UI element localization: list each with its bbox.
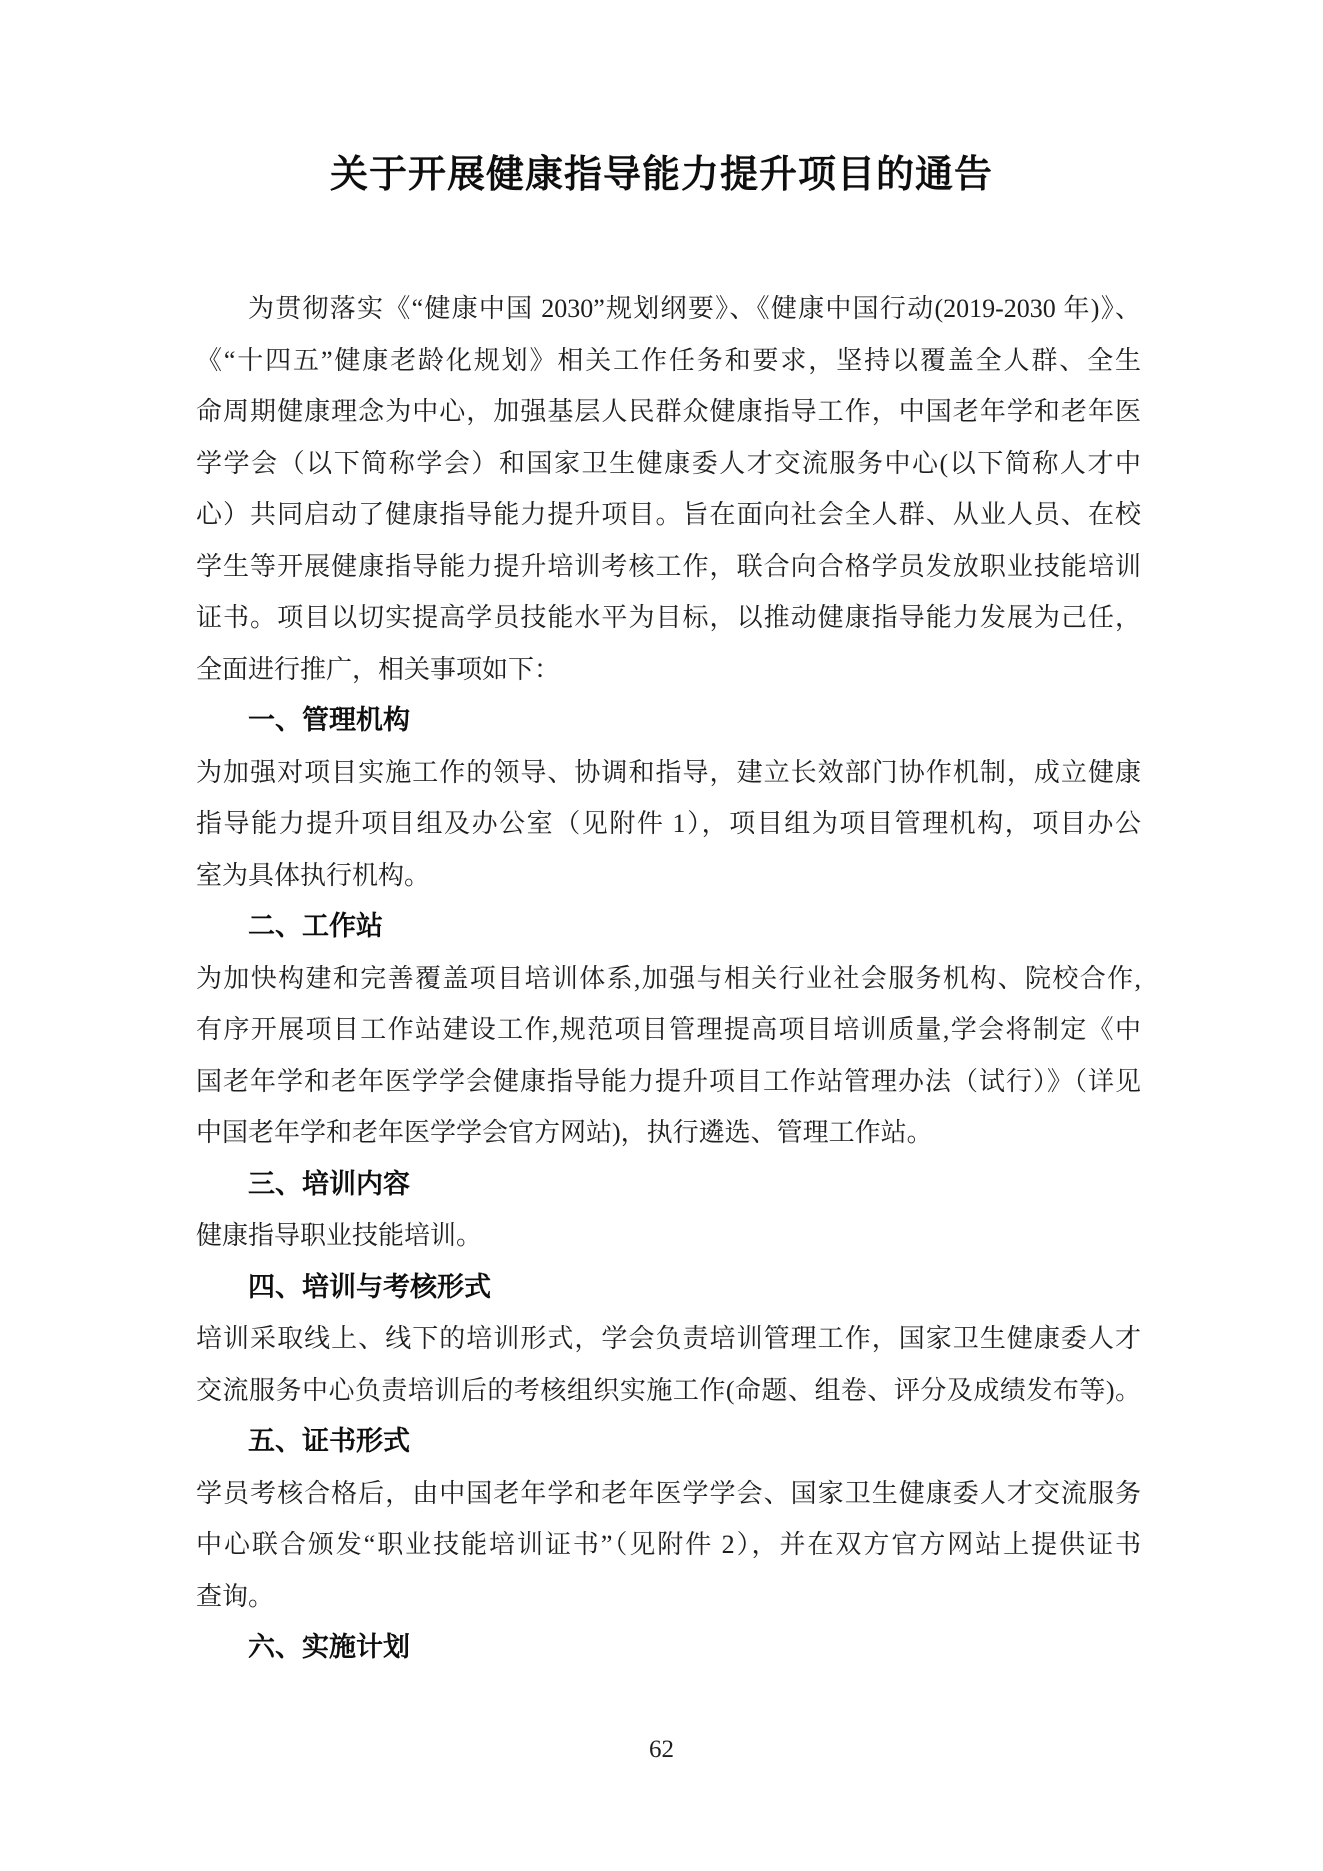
text-line: 交流服务中心负责培训后的考核组织实施工作(命题、组卷、评分及成绩发布等)。 bbox=[196, 1375, 1141, 1405]
text-line: 国老年学和老年医学学会健康指导能力提升项目工作站管理办法（试行）》（详见 bbox=[196, 1066, 1141, 1096]
section-heading: 一、管理机构 bbox=[248, 705, 410, 735]
text-line: 全面进行推广，相关事项如下： bbox=[196, 654, 561, 684]
text-line: 室为具体执行机构。 bbox=[196, 860, 431, 890]
text-line: 中国老年学和老年医学学会官方网站)，执行遴选、管理工作站。 bbox=[196, 1118, 933, 1147]
text-line: 查询。 bbox=[196, 1581, 275, 1611]
text-line: 学员考核合格后，由中国老年学和老年医学学会、国家卫生健康委人才交流服务 bbox=[196, 1478, 1141, 1508]
section-heading: 三、培训内容 bbox=[248, 1168, 410, 1199]
section-heading: 四、培训与考核形式 bbox=[248, 1271, 491, 1302]
text-line: 为加快构建和完善覆盖项目培训体系,加强与相关行业社会服务机构、院校合作, bbox=[196, 963, 1141, 993]
text-line: 《“十四五”健康老龄化规划》相关工作任务和要求，坚持以覆盖全人群、全生 bbox=[196, 345, 1141, 375]
section-heading: 二、工作站 bbox=[248, 911, 383, 941]
page-title: 关于开展健康指导能力提升项目的通告 bbox=[329, 154, 993, 196]
document-body bbox=[196, 283, 1141, 1674]
text-line: 证书。项目以切实提高学员技能水平为目标，以推动健康指导能力发展为己任， bbox=[196, 603, 1141, 632]
text-line: 学生等开展健康指导能力提升培训考核工作，联合向合格学员发放职业技能培训 bbox=[196, 551, 1141, 581]
text-line: 命周期健康理念为中心，加强基层人民群众健康指导工作，中国老年学和老年医 bbox=[196, 397, 1141, 426]
section-heading: 五、证书形式 bbox=[248, 1426, 410, 1456]
text-line: 培训采取线上、线下的培训形式，学会负责培训管理工作，国家卫生健康委人才 bbox=[196, 1324, 1141, 1353]
text-line: 指导能力提升项目组及办公室（见附件 1），项目组为项目管理机构，项目办公 bbox=[196, 809, 1141, 838]
text-line: 中心联合颁发“职业技能培训证书”（见附件 2），并在双方官方网站上提供证书 bbox=[196, 1530, 1141, 1559]
text-line: 学学会（以下简称学会）和国家卫生健康委人才交流服务中心(以下简称人才中 bbox=[196, 448, 1141, 478]
text-line: 为贯彻落实《“健康中国 2030”规划纲要》、《健康中国行动(2019-2030 年)》、 bbox=[248, 294, 1141, 323]
text-line: 健康指导职业技能培训。 bbox=[196, 1221, 483, 1250]
text-line: 为加强对项目实施工作的领导、协调和指导，建立长效部门协作机制，成立健康 bbox=[196, 757, 1141, 787]
page-number: 62 bbox=[649, 1736, 674, 1763]
section-heading: 六、实施计划 bbox=[248, 1632, 410, 1662]
text-line: 有序开展项目工作站建设工作,规范项目管理提高项目培训质量,学会将制定《中 bbox=[196, 1015, 1141, 1044]
text-line: 心）共同启动了健康指导能力提升项目。旨在面向社会全人群、从业人员、在校 bbox=[196, 500, 1141, 529]
